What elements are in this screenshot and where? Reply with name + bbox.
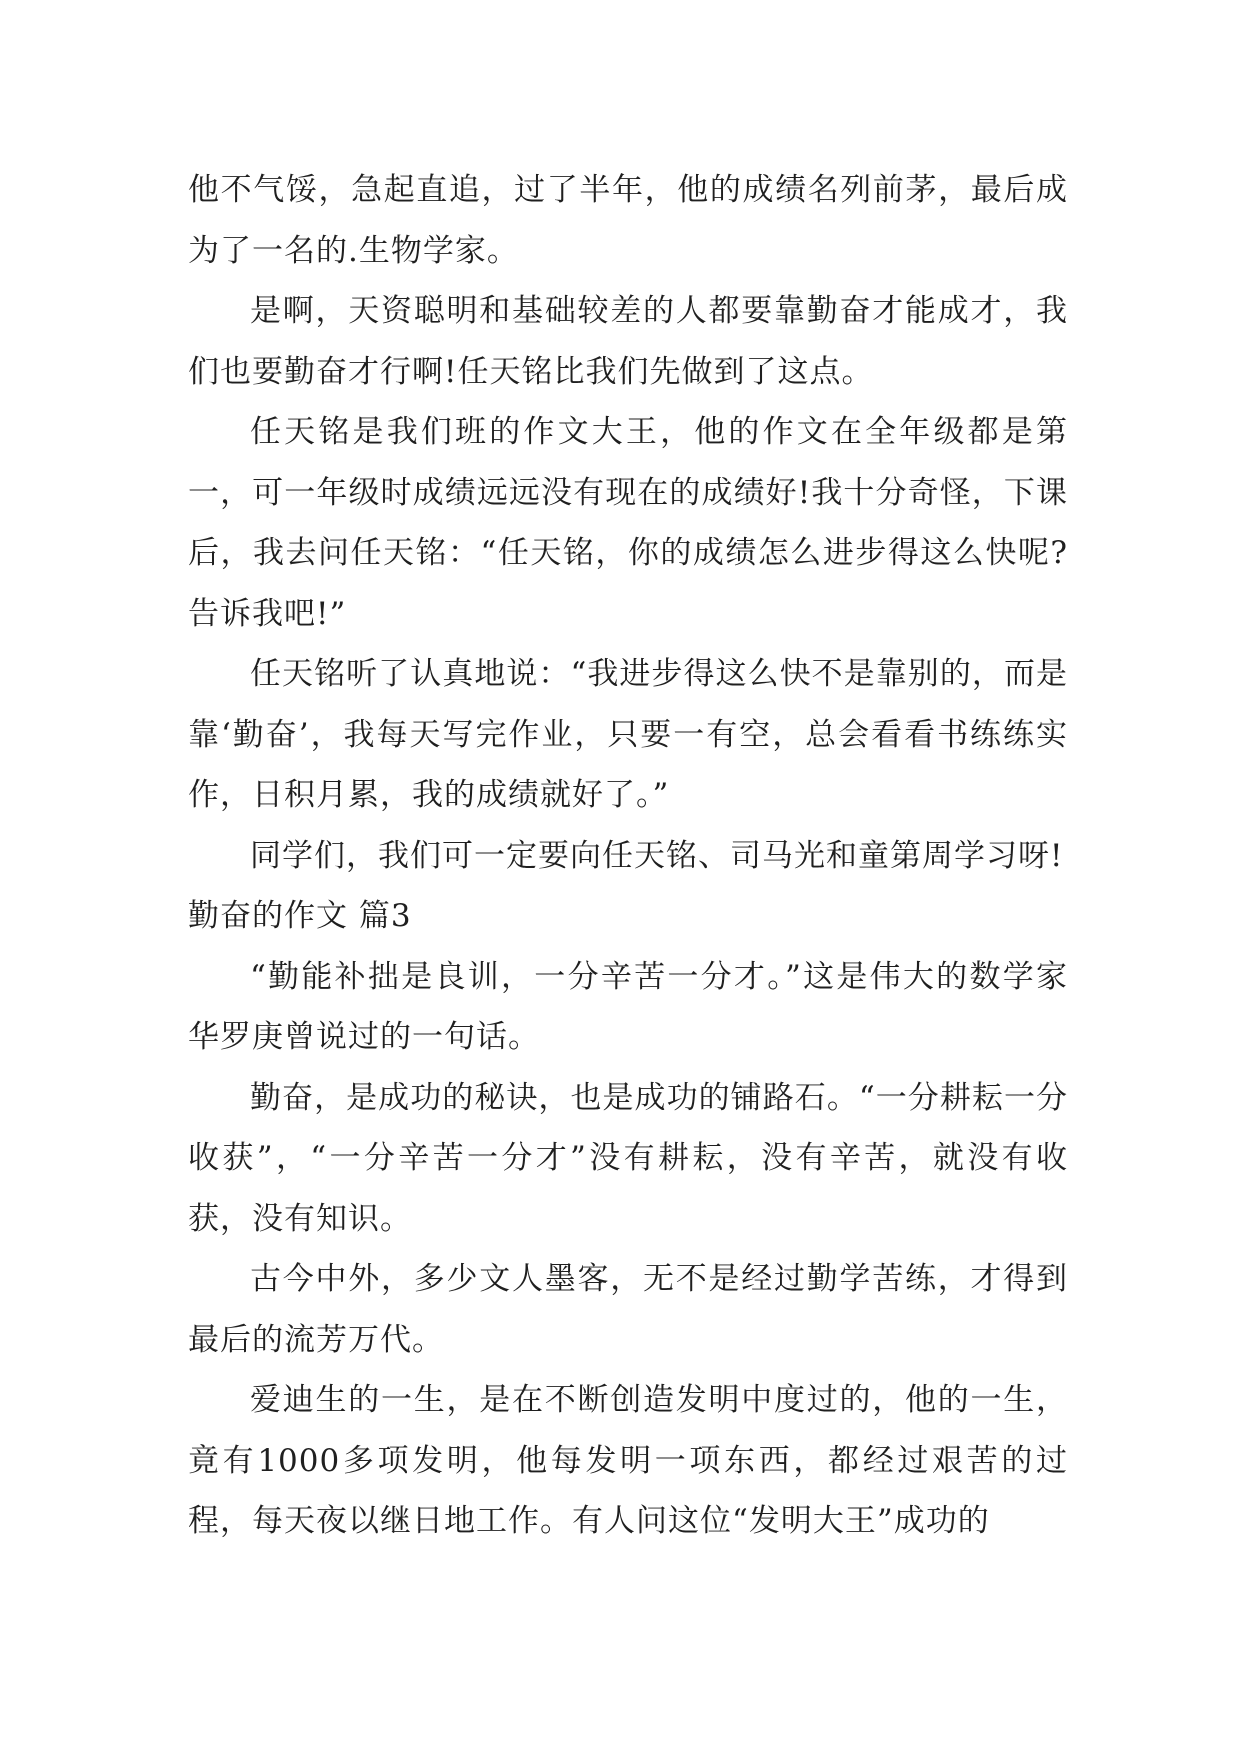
paragraph: 爱迪生的一生，是在不断创造发明中度过的，他的一生，竟有1000多项发明，他每发明一项东西，都经过艰苦的过程，每天夜以继日地工作。有人问这位“发明大王”成功的 bbox=[188, 1382, 1068, 1539]
paragraph: 同学们，我们可一定要向任天铭、司马光和童第周学习呀! bbox=[250, 837, 1064, 874]
document-body bbox=[188, 160, 1068, 1552]
paragraph: 他不气馁，急起直追，过了半年，他的成绩名列前茅，最后成为了一名的.生物学家。 bbox=[188, 172, 1068, 269]
paragraph: 是啊，天资聪明和基础较差的人都要靠勤奋才能成才，我们也要勤奋才行啊!任天铭比我们先做到了这点。 bbox=[188, 293, 1068, 390]
paragraph: 古今中外，多少文人墨客，无不是经过勤学苦练，才得到最后的流芳万代。 bbox=[188, 1261, 1068, 1358]
paragraph: 任天铭是我们班的作文大王，他的作文在全年级都是第一，可一年级时成绩远远没有现在的成绩好!我十分奇怪，下课后，我去问任天铭：“任天铭，你的成绩怎么进步得这么快呢?告诉我吧!” bbox=[188, 414, 1068, 632]
paragraph: 勤奋，是成功的秘诀，也是成功的铺路石。“一分耕耘一分收获”，“一分辛苦一分才”没有耕耘，没有辛苦，就没有收获，没有知识。 bbox=[188, 1079, 1068, 1237]
paragraph: “勤能补拙是良训，一分辛苦一分才。”这是伟大的数学家华罗庚曾说过的一句话。 bbox=[188, 958, 1068, 1055]
paragraph: 任天铭听了认真地说：“我进步得这么快不是靠别的，而是靠‘勤奋’，我每天写完作业，只要一有空，总会看看书练练实作，日积月累，我的成绩就好了。” bbox=[188, 656, 1068, 813]
section-heading: 勤奋的作文 篇3 bbox=[188, 898, 412, 934]
